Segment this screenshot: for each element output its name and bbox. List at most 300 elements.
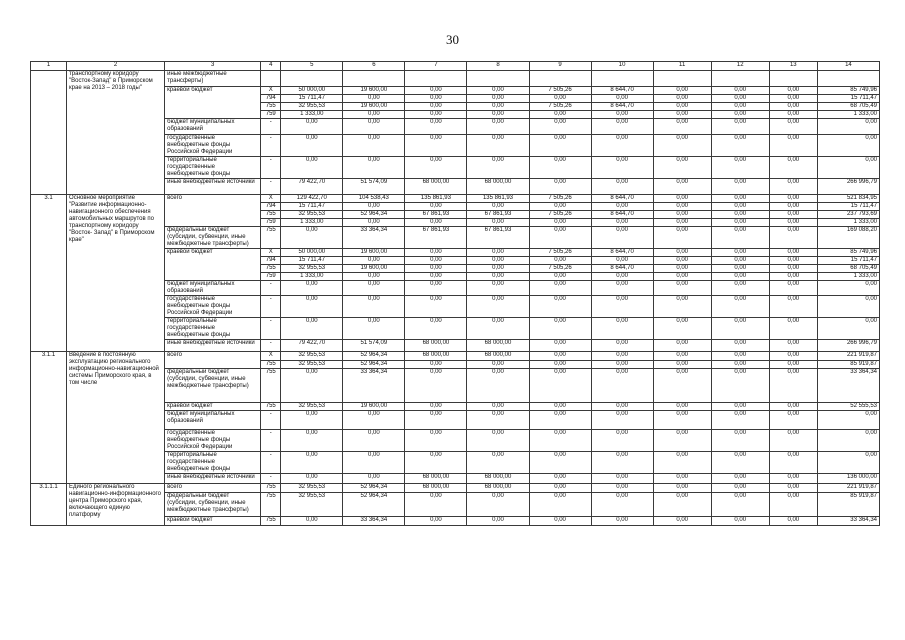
year-value: 7 505,26 [529, 195, 591, 203]
year-value: 0,00 [343, 95, 405, 103]
year-value: 0,00 [769, 484, 817, 493]
year-value: 0,00 [405, 452, 467, 474]
total-value: 221 919,87 [817, 484, 879, 493]
funding-source: федеральный бюджет (субсидии, субвенции, иные межбюджетные трансферты) [165, 227, 261, 249]
year-value: 1 333,00 [281, 273, 343, 281]
year-value: 7 505,26 [529, 211, 591, 219]
year-value: 32 955,53 [281, 484, 343, 493]
year-value: 0,00 [591, 281, 653, 296]
year-value: 0,00 [591, 296, 653, 318]
year-value: 0,00 [467, 318, 529, 340]
grbs-code: 755 [261, 265, 281, 273]
year-value: 68 000,00 [467, 179, 529, 195]
table-row [31, 352, 880, 361]
year-value: 0,00 [281, 227, 343, 249]
year-value: 0,00 [653, 211, 711, 219]
year-value: 8 644,70 [591, 87, 653, 95]
year-value: 0,00 [405, 249, 467, 257]
year-value: 0,00 [711, 484, 769, 493]
year-value: 0,00 [769, 296, 817, 318]
total-value: 1 333,00 [817, 111, 879, 119]
year-value: 0,00 [343, 111, 405, 119]
grbs-code: 759 [261, 273, 281, 281]
year-value: 0,00 [711, 157, 769, 179]
grbs-code: 755 [261, 103, 281, 111]
grbs-code: X [261, 87, 281, 95]
year-value: 0,00 [711, 87, 769, 95]
year-value: 0,00 [529, 227, 591, 249]
year-value: 0,00 [529, 296, 591, 318]
year-value: 0,00 [769, 265, 817, 273]
grbs-code: 755 [261, 493, 281, 517]
year-value: 0,00 [281, 430, 343, 452]
year-value: 0,00 [653, 273, 711, 281]
year-value: 0,00 [711, 281, 769, 296]
year-value: 50 000,00 [281, 87, 343, 95]
year-value: 0,00 [405, 87, 467, 95]
funding-source: иные внебюджетные источники [165, 179, 261, 195]
total-value: 237 793,69 [817, 211, 879, 219]
total-value: 0,00 [817, 318, 879, 340]
column-header: 5 [281, 62, 343, 71]
year-value: 15 711,47 [281, 95, 343, 103]
year-value: 0,00 [591, 340, 653, 352]
year-value: 0,00 [653, 361, 711, 369]
year-value: 0,00 [653, 257, 711, 265]
year-value [711, 71, 769, 87]
total-value: 0,00 [817, 281, 879, 296]
column-header: 1 [31, 62, 67, 71]
year-value: 0,00 [591, 369, 653, 403]
year-value: 68 000,00 [405, 352, 467, 361]
year-value: 52 964,34 [343, 352, 405, 361]
year-value: 0,00 [769, 411, 817, 430]
funding-source: иные межбюджетные трансферты) [165, 71, 261, 87]
total-value: 33 364,34 [817, 517, 879, 526]
year-value: 0,00 [467, 219, 529, 227]
year-value: 0,00 [529, 157, 591, 179]
table-row [31, 195, 880, 203]
year-value: 0,00 [529, 111, 591, 119]
year-value: 0,00 [405, 369, 467, 403]
year-value: 0,00 [405, 403, 467, 411]
year-value: 0,00 [653, 474, 711, 484]
year-value: 67 861,93 [405, 227, 467, 249]
year-value: 0,00 [529, 203, 591, 211]
year-value: 0,00 [467, 369, 529, 403]
year-value: 0,00 [343, 318, 405, 340]
grbs-code: - [261, 135, 281, 157]
year-value: 0,00 [591, 119, 653, 135]
year-value: 0,00 [769, 403, 817, 411]
year-value: 32 955,53 [281, 352, 343, 361]
page-number: 30 [446, 32, 459, 47]
funding-source: краевой бюджет [165, 403, 261, 411]
year-value: 0,00 [769, 157, 817, 179]
year-value: 68 000,00 [405, 484, 467, 493]
year-value: 0,00 [653, 111, 711, 119]
grbs-code: 759 [261, 219, 281, 227]
year-value: 51 574,09 [343, 179, 405, 195]
year-value: 0,00 [405, 296, 467, 318]
total-value: 52 555,53 [817, 403, 879, 411]
year-value: 0,00 [769, 493, 817, 517]
year-value: 0,00 [467, 452, 529, 474]
year-value: 0,00 [343, 135, 405, 157]
year-value: 0,00 [711, 111, 769, 119]
year-value: 0,00 [769, 273, 817, 281]
year-value: 0,00 [591, 361, 653, 369]
year-value: 0,00 [591, 452, 653, 474]
year-value: 0,00 [653, 318, 711, 340]
year-value: 0,00 [591, 227, 653, 249]
year-value: 0,00 [653, 430, 711, 452]
year-value: 135 861,93 [467, 195, 529, 203]
funding-source: государственные внебюджетные фонды Российской Федерации [165, 135, 261, 157]
year-value: 0,00 [769, 369, 817, 403]
year-value: 1 333,00 [281, 111, 343, 119]
item-description: Единого регионального навигационно-информационного центра Приморского края, включающего единую платформу [67, 484, 165, 526]
year-value: 0,00 [769, 87, 817, 95]
year-value: 79 422,70 [281, 340, 343, 352]
funding-source: бюджет муниципальных образований [165, 411, 261, 430]
item-description: Введение в постоянную эксплуатацию регионального информационно-навигационной системы Приморского края, в том числе [67, 352, 165, 484]
grbs-code: - [261, 179, 281, 195]
year-value: 0,00 [529, 484, 591, 493]
table-row [31, 71, 880, 87]
budget-table [30, 61, 880, 526]
total-value: 85 919,87 [817, 361, 879, 369]
year-value: 0,00 [343, 257, 405, 265]
year-value: 0,00 [281, 119, 343, 135]
total-value: 266 996,79 [817, 340, 879, 352]
year-value: 0,00 [405, 119, 467, 135]
year-value: 0,00 [711, 211, 769, 219]
year-value: 19 600,00 [343, 249, 405, 257]
year-value: 0,00 [405, 318, 467, 340]
column-header: 10 [591, 62, 653, 71]
total-value: 0,00 [817, 430, 879, 452]
total-value: 85 919,87 [817, 493, 879, 517]
year-value: 0,00 [591, 474, 653, 484]
total-value: 0,00 [817, 296, 879, 318]
funding-source: краевой бюджет [165, 517, 261, 526]
funding-source: государственные внебюджетные фонды Российской Федерации [165, 296, 261, 318]
total-value: 1 333,00 [817, 273, 879, 281]
year-value: 52 964,34 [343, 484, 405, 493]
grbs-code: 755 [261, 211, 281, 219]
year-value: 19 600,00 [343, 265, 405, 273]
year-value: 0,00 [405, 517, 467, 526]
year-value: 0,00 [467, 296, 529, 318]
year-value: 19 600,00 [343, 403, 405, 411]
year-value: 7 505,26 [529, 103, 591, 111]
year-value: 0,00 [529, 340, 591, 352]
year-value: 0,00 [591, 403, 653, 411]
year-value: 129 422,70 [281, 195, 343, 203]
year-value: 8 644,70 [591, 195, 653, 203]
year-value: 0,00 [529, 517, 591, 526]
year-value: 0,00 [591, 219, 653, 227]
item-number: 3.1.1.1 [31, 484, 67, 526]
grbs-code: 794 [261, 257, 281, 265]
year-value: 15 711,47 [281, 257, 343, 265]
total-value [817, 71, 879, 87]
year-value: 0,00 [653, 219, 711, 227]
year-value: 0,00 [405, 219, 467, 227]
year-value: 0,00 [405, 157, 467, 179]
funding-source: федеральный бюджет (субсидии, субвенции, иные межбюджетные трансферты) [165, 493, 261, 517]
year-value: 0,00 [405, 95, 467, 103]
year-value: 0,00 [281, 369, 343, 403]
year-value: 0,00 [467, 281, 529, 296]
total-value: 33 364,34 [817, 369, 879, 403]
year-value: 0,00 [591, 257, 653, 265]
year-value: 0,00 [769, 95, 817, 103]
year-value: 0,00 [467, 87, 529, 95]
year-value: 0,00 [405, 361, 467, 369]
total-value: 0,00 [817, 135, 879, 157]
year-value: 0,00 [529, 179, 591, 195]
year-value: 0,00 [769, 517, 817, 526]
year-value: 0,00 [769, 361, 817, 369]
funding-source: бюджет муниципальных образований [165, 281, 261, 296]
year-value: 0,00 [653, 195, 711, 203]
year-value: 0,00 [405, 257, 467, 265]
total-value: 68 705,49 [817, 103, 879, 111]
year-value [529, 71, 591, 87]
grbs-code: 759 [261, 111, 281, 119]
year-value: 0,00 [467, 103, 529, 111]
year-value: 0,00 [467, 135, 529, 157]
year-value: 68 000,00 [467, 352, 529, 361]
year-value: 0,00 [281, 318, 343, 340]
year-value: 0,00 [591, 157, 653, 179]
year-value: 0,00 [281, 517, 343, 526]
grbs-code: - [261, 281, 281, 296]
year-value: 0,00 [591, 484, 653, 493]
total-value: 221 919,87 [817, 352, 879, 361]
year-value: 15 711,47 [281, 203, 343, 211]
year-value: 0,00 [653, 265, 711, 273]
year-value: 0,00 [281, 135, 343, 157]
grbs-code: 755 [261, 484, 281, 493]
year-value: 0,00 [711, 249, 769, 257]
year-value: 0,00 [529, 430, 591, 452]
year-value: 0,00 [529, 273, 591, 281]
year-value: 0,00 [467, 273, 529, 281]
year-value: 0,00 [467, 249, 529, 257]
year-value: 0,00 [591, 203, 653, 211]
year-value: 0,00 [711, 273, 769, 281]
year-value: 0,00 [405, 430, 467, 452]
year-value: 0,00 [769, 227, 817, 249]
year-value: 0,00 [343, 452, 405, 474]
year-value: 0,00 [343, 411, 405, 430]
year-value: 0,00 [769, 340, 817, 352]
year-value: 0,00 [343, 474, 405, 484]
year-value: 0,00 [653, 203, 711, 211]
year-value: 0,00 [711, 318, 769, 340]
total-value: 0,00 [817, 411, 879, 430]
year-value: 0,00 [711, 474, 769, 484]
grbs-code: X [261, 249, 281, 257]
year-value: 0,00 [711, 340, 769, 352]
total-value: 0,00 [817, 452, 879, 474]
year-value: 0,00 [653, 484, 711, 493]
year-value: 0,00 [769, 430, 817, 452]
total-value: 136 000,00 [817, 474, 879, 484]
total-value: 169 088,20 [817, 227, 879, 249]
year-value: 19 600,00 [343, 103, 405, 111]
year-value: 50 000,00 [281, 249, 343, 257]
year-value: 0,00 [591, 135, 653, 157]
year-value [653, 71, 711, 87]
year-value: 52 964,34 [343, 211, 405, 219]
funding-source: территориальные государственные внебюджетные фонды [165, 452, 261, 474]
year-value: 0,00 [769, 135, 817, 157]
funding-source: иные внебюджетные источники [165, 340, 261, 352]
funding-source: краевой бюджет [165, 249, 261, 281]
year-value: 0,00 [769, 211, 817, 219]
year-value: 0,00 [769, 219, 817, 227]
year-value: 0,00 [769, 203, 817, 211]
grbs-code: X [261, 195, 281, 203]
year-value: 0,00 [467, 111, 529, 119]
column-header: 14 [817, 62, 879, 71]
column-header: 7 [405, 62, 467, 71]
year-value: 0,00 [653, 249, 711, 257]
year-value: 135 861,93 [405, 195, 467, 203]
item-number: 3.1.1 [31, 352, 67, 484]
item-description: транспортному коридору "Восток-Запад" в Приморском крае на 2013 – 2018 годы" [67, 71, 165, 195]
year-value: 32 955,53 [281, 493, 343, 517]
total-value: 1 333,00 [817, 219, 879, 227]
year-value: 0,00 [769, 249, 817, 257]
year-value: 1 333,00 [281, 219, 343, 227]
grbs-code: - [261, 474, 281, 484]
year-value: 32 955,53 [281, 211, 343, 219]
year-value: 0,00 [405, 265, 467, 273]
year-value: 0,00 [711, 296, 769, 318]
grbs-code: 794 [261, 95, 281, 103]
grbs-code: - [261, 157, 281, 179]
year-value: 0,00 [591, 430, 653, 452]
year-value: 0,00 [711, 219, 769, 227]
year-value: 0,00 [653, 296, 711, 318]
total-value: 15 711,47 [817, 203, 879, 211]
year-value: 0,00 [529, 369, 591, 403]
item-number: 3.1 [31, 195, 67, 352]
year-value: 0,00 [467, 119, 529, 135]
year-value: 8 644,70 [591, 103, 653, 111]
year-value: 0,00 [711, 430, 769, 452]
year-value: 0,00 [529, 403, 591, 411]
total-value: 85 749,96 [817, 87, 879, 95]
year-value: 0,00 [711, 135, 769, 157]
year-value: 0,00 [769, 474, 817, 484]
year-value: 51 574,09 [343, 340, 405, 352]
grbs-code: X [261, 352, 281, 361]
year-value: 0,00 [653, 452, 711, 474]
year-value: 0,00 [405, 203, 467, 211]
total-value: 521 834,95 [817, 195, 879, 203]
column-header: 2 [67, 62, 165, 71]
year-value: 0,00 [343, 296, 405, 318]
column-header: 12 [711, 62, 769, 71]
year-value: 0,00 [529, 474, 591, 484]
year-value: 0,00 [653, 119, 711, 135]
year-value: 0,00 [281, 474, 343, 484]
year-value: 0,00 [529, 135, 591, 157]
year-value: 0,00 [529, 281, 591, 296]
grbs-code: 755 [261, 361, 281, 369]
year-value: 0,00 [769, 452, 817, 474]
year-value: 0,00 [711, 352, 769, 361]
year-value: 0,00 [653, 281, 711, 296]
year-value: 0,00 [281, 296, 343, 318]
year-value: 8 644,70 [591, 249, 653, 257]
year-value: 0,00 [711, 452, 769, 474]
year-value: 0,00 [711, 203, 769, 211]
year-value: 68 000,00 [405, 474, 467, 484]
year-value: 67 861,93 [467, 211, 529, 219]
year-value: 68 000,00 [467, 474, 529, 484]
column-header: 11 [653, 62, 711, 71]
year-value: 0,00 [405, 281, 467, 296]
year-value: 67 861,93 [405, 211, 467, 219]
year-value: 0,00 [343, 219, 405, 227]
year-value: 0,00 [769, 119, 817, 135]
grbs-code: - [261, 430, 281, 452]
grbs-code: - [261, 452, 281, 474]
year-value: 0,00 [711, 103, 769, 111]
year-value: 0,00 [591, 318, 653, 340]
year-value: 0,00 [653, 227, 711, 249]
total-value: 0,00 [817, 157, 879, 179]
year-value: 0,00 [529, 219, 591, 227]
year-value: 0,00 [467, 411, 529, 430]
year-value: 0,00 [467, 203, 529, 211]
year-value: 0,00 [591, 517, 653, 526]
year-value: 0,00 [529, 352, 591, 361]
year-value: 0,00 [711, 411, 769, 430]
year-value [769, 71, 817, 87]
year-value: 0,00 [711, 195, 769, 203]
grbs-code: - [261, 340, 281, 352]
year-value: 33 364,34 [343, 227, 405, 249]
grbs-code: - [261, 296, 281, 318]
year-value: 32 955,53 [281, 103, 343, 111]
year-value: 0,00 [405, 411, 467, 430]
year-value: 0,00 [343, 430, 405, 452]
total-value: 0,00 [817, 119, 879, 135]
grbs-code: - [261, 318, 281, 340]
year-value: 0,00 [711, 257, 769, 265]
year-value: 68 000,00 [467, 340, 529, 352]
year-value: 0,00 [591, 493, 653, 517]
funding-source: территориальные государственные внебюджетные фонды [165, 157, 261, 179]
grbs-code: 755 [261, 369, 281, 403]
total-value: 266 996,79 [817, 179, 879, 195]
year-value: 52 964,34 [343, 361, 405, 369]
year-value: 104 538,43 [343, 195, 405, 203]
year-value [343, 71, 405, 87]
year-value: 0,00 [653, 352, 711, 361]
grbs-code: 755 [261, 403, 281, 411]
year-value: 0,00 [769, 352, 817, 361]
funding-source: бюджет муниципальных образований [165, 119, 261, 135]
